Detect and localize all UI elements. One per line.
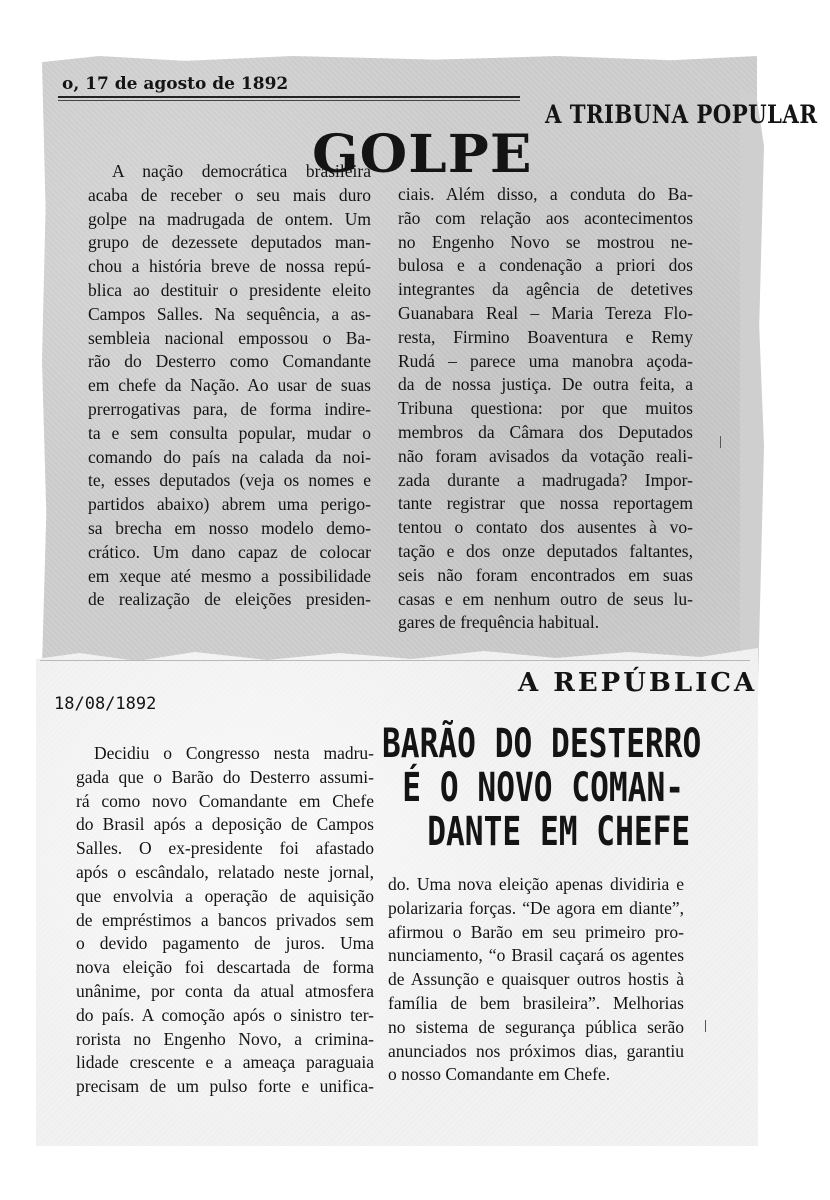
text-line: Campos Salles. Na sequência, a as-	[88, 303, 371, 324]
text-line: ta e sem consulta popular, mudar o	[88, 422, 371, 443]
text-line: integrantes da agência de detetives	[398, 279, 693, 300]
text-line: Rudá – parece uma manobra açoda-	[398, 350, 693, 371]
text-line: família de bem brasileira”. Melhorias	[388, 992, 684, 1013]
text-line: gada que o Barão do Desterro assumi-	[76, 766, 374, 787]
text-line: rão com relação aos acontecimentos	[398, 207, 693, 228]
text-line: afirmou o Barão em seu primeiro pro-	[388, 921, 684, 942]
text-line: nova eleição foi descartada de forma	[76, 957, 374, 978]
text-line: Guanabara Real – Maria Tereza Flo-	[398, 302, 693, 323]
text-line: Decidiu o Congresso nesta madru-	[94, 743, 374, 763]
tribuna-column-2	[398, 183, 693, 635]
text-line: prerrogativas para, de forma indire-	[88, 398, 371, 419]
margin-mark	[705, 1020, 706, 1032]
tribuna-header-rule-thin	[58, 100, 520, 101]
text-line: o nosso Comandante em Chefe.	[388, 1064, 611, 1085]
text-line: em chefe da Nação. Ao usar de suas	[88, 375, 371, 396]
text-line: tação e dos onze deputados faltantes,	[398, 540, 693, 561]
text-line: em xeque até mesmo a possibilidade	[88, 565, 371, 586]
text-line: bulosa e a condenação a priori dos	[398, 255, 693, 276]
text-line: do. Uma nova eleição apenas dividiria e	[388, 874, 684, 894]
headline-line: É O NOVO COMAN-	[402, 765, 685, 811]
tribuna-column-1	[88, 160, 371, 612]
text-line: rão do Desterro como Comandante	[88, 351, 371, 372]
text-line: não foram avisados da votação reali-	[398, 445, 693, 466]
tribuna-date: o, 17 de agosto de 1892	[62, 74, 289, 94]
text-line: gares de frequência habitual.	[398, 612, 600, 633]
text-line: grupo de dezessete deputados man-	[88, 232, 371, 253]
text-line: de Assunção e quaisquer outros hostis à	[388, 969, 684, 990]
text-line: do país. A comoção após o sinistro ter-	[76, 1004, 374, 1025]
text-line: no sistema de segurança pública serão	[388, 1016, 684, 1037]
text-line: após o escândalo, relatado neste jornal,	[76, 861, 374, 882]
text-line: chou a história breve de nossa repú-	[88, 256, 371, 277]
tribuna-masthead: A TRIBUNA POPULAR	[545, 100, 818, 129]
text-line: te, esses deputados (veja os nomes e	[88, 470, 371, 491]
text-line: Salles. O ex-presidente foi afastado	[76, 838, 374, 859]
republica-column-1	[76, 742, 374, 1099]
text-line: tentou o contato dos ausentes à vo-	[398, 517, 693, 538]
republica-column-2	[388, 873, 684, 1087]
text-line: casas e em nenhum outro de seus lu-	[398, 588, 693, 609]
text-line: precisam de um pulso forte e unifica-	[76, 1076, 374, 1097]
republica-date: 18/08/1892	[54, 694, 157, 714]
text-line: crático. Um dano capaz de colocar	[88, 541, 371, 562]
republica-masthead: A REPÚBLICA	[518, 668, 758, 698]
text-line: rorista no Engenho Novo, a crimina-	[76, 1028, 374, 1049]
clipping-torn-edge	[740, 86, 764, 686]
text-line: comando do país na calada da noi-	[88, 446, 371, 467]
text-line: da de nossa justiça. De outra feita, a	[398, 374, 693, 395]
text-line: do Brasil após a deposição de Campos	[76, 814, 374, 835]
text-line: o devido pagamento de juros. Uma	[76, 933, 374, 954]
text-line: no Engenho Novo se mostrou ne-	[398, 231, 693, 252]
text-line: tante registrar que nossa reportagem	[398, 493, 693, 514]
text-line: sembleia nacional empossou o Ba-	[88, 327, 371, 348]
text-line: blica ao destituir o presidente eleito	[88, 279, 371, 300]
text-line: anunciados nos próximos dias, garantiu	[388, 1040, 684, 1061]
text-line: rá como novo Comandante em Chefe	[76, 790, 374, 811]
text-line: acaba de receber o seu mais duro	[88, 184, 371, 205]
tribuna-header-rule	[58, 96, 520, 98]
headline-line: BARÃO DO DESTERRO	[382, 721, 702, 767]
text-line: que envolvia a operação de aquisição	[76, 885, 374, 906]
text-line: partidos abaixo) abrem uma perigo-	[88, 494, 371, 515]
text-line: A nação democrática brasileira	[112, 161, 371, 181]
republica-headline	[382, 721, 702, 855]
text-line: sa brecha em nosso modelo demo-	[88, 517, 371, 538]
republica-top-rule	[40, 660, 750, 661]
text-line: Tribuna questiona: por que muitos	[398, 398, 693, 419]
margin-mark	[720, 436, 721, 448]
text-line: golpe na madrugada de ontem. Um	[88, 208, 371, 229]
text-line: nunciamento, “o Brasil caçará os agentes	[388, 945, 684, 966]
tribuna-headline: GOLPE	[312, 124, 533, 185]
text-line: seis não foram encontrados em suas	[398, 564, 693, 585]
text-line: de realização de eleições presiden-	[88, 589, 371, 610]
text-line: ciais. Além disso, a conduta do Ba-	[398, 184, 693, 204]
text-line: resta, Firmino Boaventura e Remy	[398, 326, 693, 347]
text-line: lidade crescente e a ameaça paraguaia	[76, 1052, 374, 1073]
text-line: unânime, por conta da atual atmosfera	[76, 980, 374, 1001]
text-line: membros da Câmara dos Deputados	[398, 421, 693, 442]
headline-line: DANTE EM CHEFE	[427, 809, 691, 855]
text-line: polarizaria forças. “De agora em diante”,	[388, 897, 684, 918]
text-line: de empréstimos a bancos privados sem	[76, 909, 374, 930]
text-line: zada durante a madrugada? Impor-	[398, 469, 693, 490]
